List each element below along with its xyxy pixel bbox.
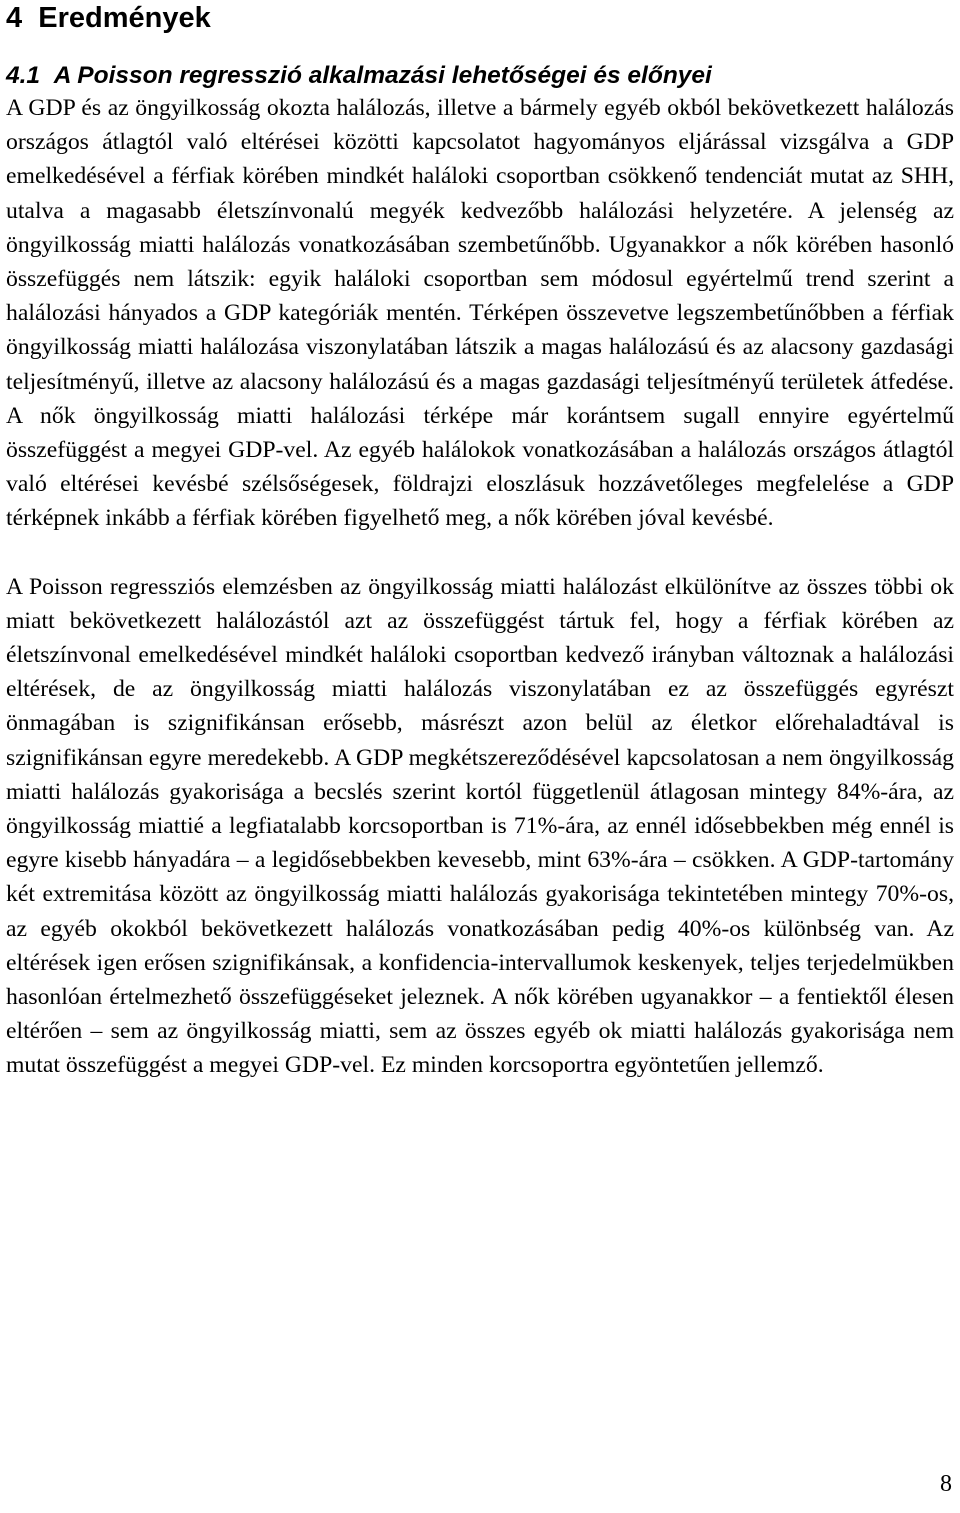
document-page: [6, 0, 954, 1083]
chapter-title: Eredmények: [38, 2, 211, 34]
chapter-heading: [6, 0, 954, 35]
section-number: 4.1: [6, 62, 41, 89]
chapter-number: 4: [6, 2, 23, 34]
body-paragraph-1: A GDP és az öngyilkosság okozta halálozás, illetve a bármely egyéb okból bekövetkezett halálozás országos átlagtól való eltérései közötti kapcsolatot hagyományos eljárással vizsgálva a GDP emelkedésével a férfiak körében mindkét haláloki csoportban csökkenő tendenciát mutat az SHH, utalva a magasabb életszínvonalú megyék kedvezőbb halálozási helyzetére. A jelenség az öngyilkosság miatti halálozás vonatkozásában szembetűnőbb. Ugyanakkor a nők körében hasonló összefüggés nem látszik: egyik haláloki csoportban sem módosul egyértelmű trend szerint a halálozási hányados a GDP kategóriák mentén. Térképen összevetve legszembetűnőbben a férfiak öngyilkosság miatti halálozása viszonylatában látszik a magas halálozású és az alacsony gazdasági teljesítményű, illetve az alacsony halálozású és a magas gazdasági teljesítményű területek átfedése. A nők öngyilkosság miatti halálozási térképe már korántsem sugall ennyire egyértelmű összefüggést a megyei GDP-vel. Az egyéb halálokok vonatkozásában a halálozás országos átlagtól való eltérései kevésbé szélsőségesek, földrajzi eloszlásuk hozzávetőleges megfelelése a GDP térképnek inkább a férfiak körében figyelhető meg, a nők körében jóval kevésbé.: [6, 95, 954, 532]
section-title: A Poisson regresszió alkalmazási lehetőségei és előnyei: [53, 62, 712, 89]
section-heading: [6, 61, 954, 91]
body-paragraph-2: A Poisson regressziós elemzésben az öngyilkosság miatti halálozást elkülönítve az összes többi ok miatt bekövetkezett halálozástól azt az összefüggést tártuk fel, hogy a férfiak körében az életszínvonal emelkedésével mindkét haláloki csoportban kedvező irányban változnak a halálozási eltérések, de az öngyilkosság miatti halálozás viszonylatában ez az összefüggés egyrészt önmagában is szignifikánsan erősebb, másrészt azon belül az életkor előrehaladtával is szignifikánsan egyre meredekebb. A GDP megkétszereződésével kapcsolatosan a nem öngyilkosság miatti halálozás gyakorisága a becslés szerint kortól függetlenül átlagosan mintegy 84%-ára, az öngyilkosság miattié a legfiatalabb korcsoportban is 71%-ára, az ennél idősebbekben még ennél is egyre kisebb hányadára – a legidősebbekben kevesebb, mint 63%-ára – csökken. A GDP-tartomány két extremitása között az öngyilkosság miatti halálozás gyakorisága tekintetében mintegy 70%-os, az egyéb okokból bekövetkezett halálozás vonatkozásában pedig 40%-os különbség van. Az eltérések igen erősen szignifikánsak, a konfidencia-intervallumok keskenyek, teljes terjedelmükben hasonlóan értelmezhető összefüggéseket jeleznek. A nők körében ugyanakkor – a fentiektől élesen eltérően – sem az öngyilkosság miatti, sem az összes egyéb ok miatti halálozás gyakorisága nem mutat összefüggést a megyei GDP-vel. Ez minden korcsoportra egyöntetűen jellemző.: [6, 573, 954, 1079]
page-number: 8: [940, 1471, 952, 1497]
